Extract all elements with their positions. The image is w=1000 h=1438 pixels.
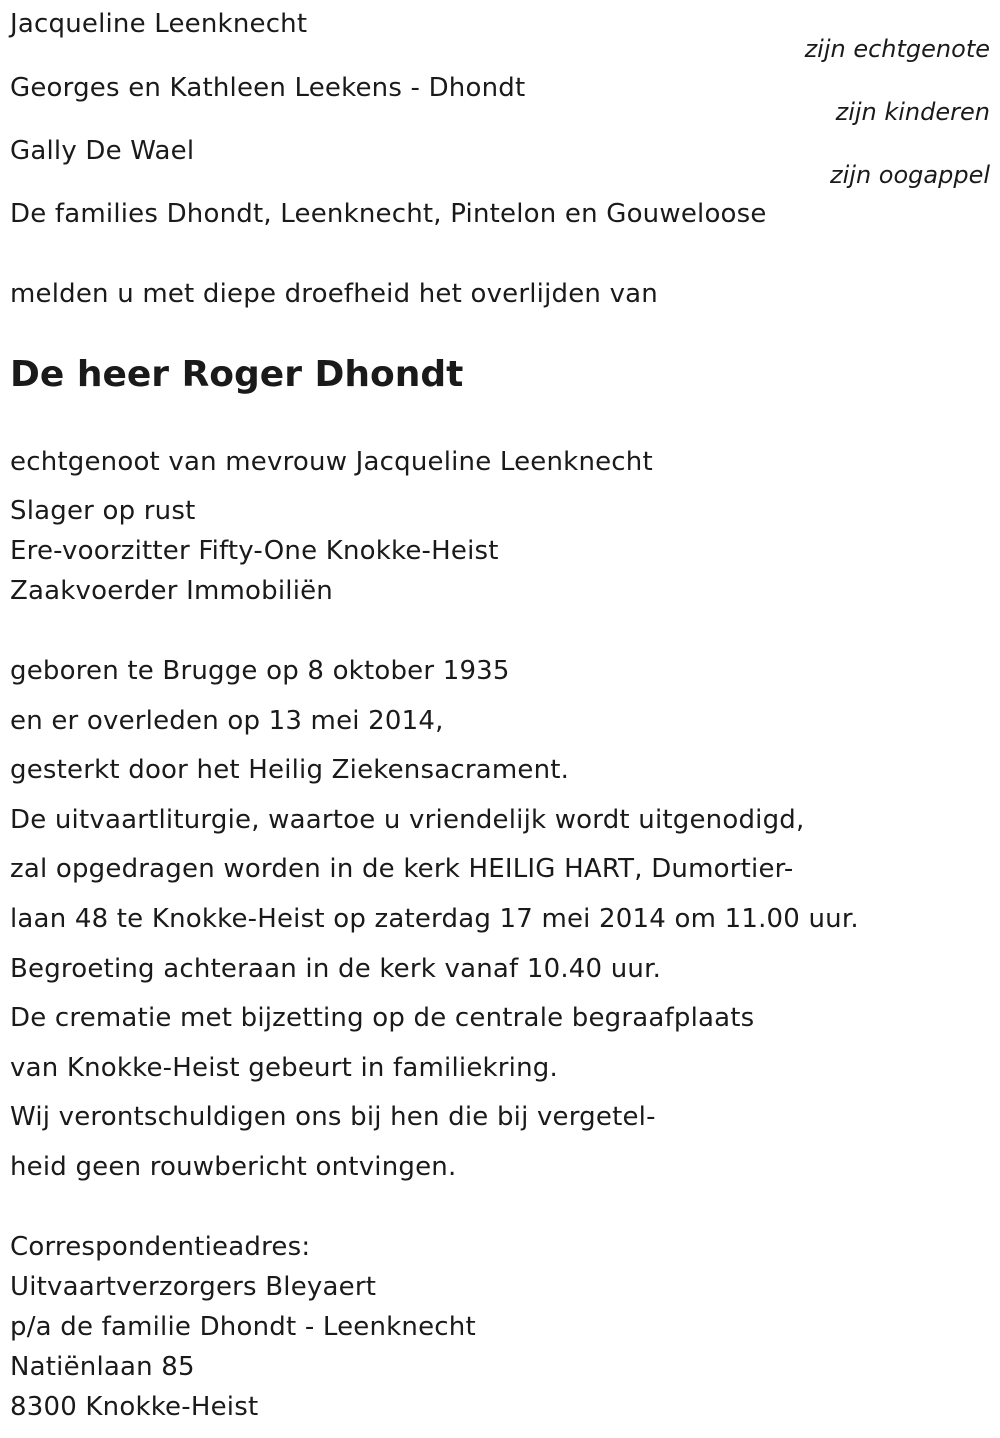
- deceased-name: De heer Roger Dhondt: [10, 354, 464, 395]
- mourner-relation-grandchild: zijn oogappel: [830, 161, 990, 189]
- detail-line: van Knokke-Heist gebeurt in familiekring.: [10, 1053, 558, 1083]
- announcement-text: melden u met diepe droefheid het overlijden van: [10, 279, 658, 309]
- correspondence-line: Uitvaartverzorgers Bleyaert: [10, 1272, 377, 1302]
- detail-line: en er overleden op 13 mei 2014,: [10, 706, 444, 736]
- detail-line: geboren te Brugge op 8 oktober 1935: [10, 656, 510, 686]
- correspondence-line: p/a de familie Dhondt - Leenknecht: [10, 1312, 476, 1342]
- detail-line: De crematie met bijzetting op de centrale begraafplaats: [10, 1003, 755, 1033]
- detail-line: Wij verontschuldigen ons bij hen die bij vergetel-: [10, 1102, 656, 1132]
- correspondence-heading: Correspondentieadres:: [10, 1232, 311, 1262]
- mourner-relation-spouse: zijn echtgenote: [804, 35, 990, 63]
- detail-line: De uitvaartliturgie, waartoe u vriendelijk wordt uitgenodigd,: [10, 805, 805, 835]
- mourner-name-spouse: Jacqueline Leenknecht: [10, 9, 308, 39]
- detail-line: heid geen rouwbericht ontvingen.: [10, 1152, 457, 1182]
- detail-line: gesterkt door het Heilig Ziekensacrament.: [10, 755, 570, 785]
- title-line: Slager op rust: [10, 496, 196, 526]
- detail-line: zal opgedragen worden in de kerk HEILIG HART, Dumortier-: [10, 854, 794, 884]
- detail-line: Begroeting achteraan in de kerk vanaf 10.40 uur.: [10, 954, 662, 984]
- mourner-families: De families Dhondt, Leenknecht, Pintelon en Gouweloose: [10, 199, 767, 229]
- correspondence-line: 8300 Knokke-Heist: [10, 1392, 259, 1422]
- mourner-name-grandchild: Gally De Wael: [10, 136, 195, 166]
- correspondence-line: Natiënlaan 85: [10, 1352, 195, 1382]
- mourner-relation-children: zijn kinderen: [835, 98, 990, 126]
- detail-line: laan 48 te Knokke-Heist op zaterdag 17 mei 2014 om 11.00 uur.: [10, 904, 859, 934]
- mourner-name-children: Georges en Kathleen Leekens - Dhondt: [10, 73, 526, 103]
- title-line: Zaakvoerder Immobiliën: [10, 576, 333, 606]
- spouse-line: echtgenoot van mevrouw Jacqueline Leenknecht: [10, 447, 653, 477]
- title-line: Ere-voorzitter Fifty-One Knokke-Heist: [10, 536, 499, 566]
